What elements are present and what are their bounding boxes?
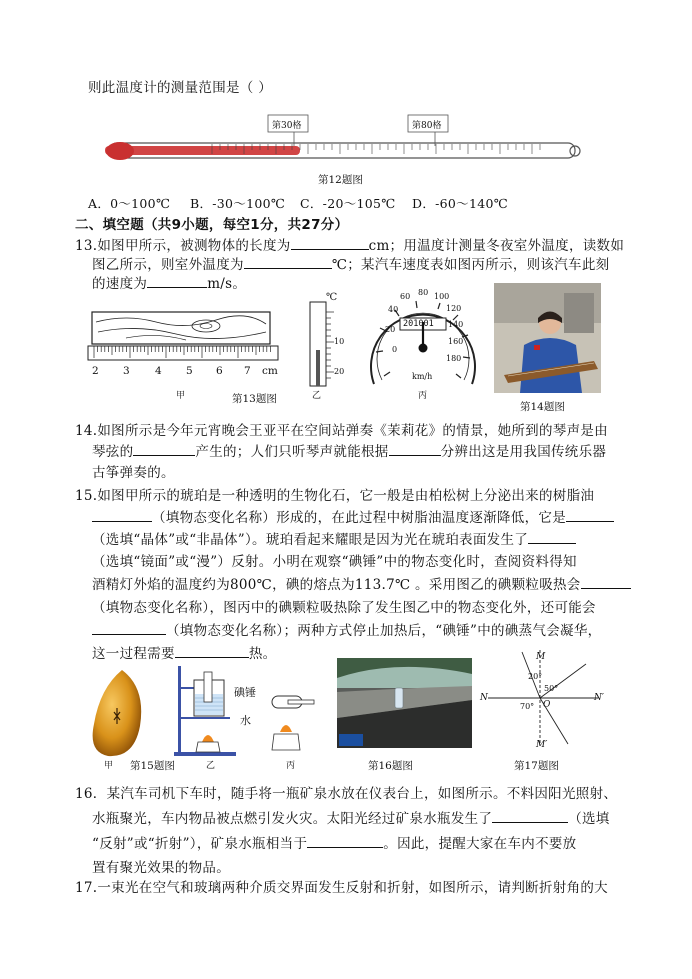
q14-line-3: 古筝弹奏的。	[92, 465, 175, 481]
q15-blank-3[interactable]	[528, 529, 576, 544]
q16-blank-2[interactable]	[307, 833, 383, 848]
q12-stem-tail: 则此温度计的测量范围是（ ）	[88, 80, 272, 96]
ruler-tick-4: 4	[155, 365, 162, 377]
q15-blank-5[interactable]	[92, 620, 166, 635]
thermo-unit-celsius: ℃	[326, 292, 338, 303]
ruler-tick-5: 5	[186, 365, 193, 377]
q13-thermometer-figure	[302, 296, 350, 398]
q15-beaker-apparatus-figure	[168, 662, 248, 758]
q17-label-N: N	[480, 693, 488, 703]
ruler-tick-7: 7	[244, 365, 251, 377]
q12-option-a: A．0～100℃	[88, 196, 171, 211]
q15-blank-4[interactable]	[581, 574, 631, 589]
q16-line-1: 16．某汽车司机下车时，随手将一瓶矿泉水放在仪表台上，如图所示。不料因阳光照射、	[75, 786, 618, 802]
q13-blank-length[interactable]	[291, 235, 369, 250]
q15-line-6: （填物态变化名称），图丙中的碘颗粒吸热除了发生图乙中的物态变化外，还可能会	[92, 600, 596, 616]
q17-angle-70: 70°	[520, 702, 535, 711]
speedo-odometer: 201001	[403, 319, 434, 329]
q15-blank-6[interactable]	[175, 643, 249, 658]
q17-figure-caption: 第17题图	[514, 760, 559, 772]
ruler-unit-cm: cm	[262, 365, 278, 377]
q15-label-bing: 丙	[286, 761, 296, 771]
q12-thermometer-figure	[100, 110, 590, 175]
ruler-tick-3: 3	[123, 365, 130, 377]
q15-figure-caption: 第15题图	[130, 760, 175, 772]
speedo-tick-160: 160	[448, 337, 464, 346]
q14-line-2: 琴弦的 产生的；人们只听琴声就能根据 分辨出这是用我国传统乐器	[92, 440, 606, 460]
q12-option-c: C．-20～105℃	[300, 196, 396, 211]
q13-speedometer-figure	[362, 290, 484, 398]
speedo-tick-80: 80	[418, 288, 429, 297]
label-30th-mark: 第30格	[272, 121, 302, 131]
q15-line-8: 这一过程需要 热。	[92, 642, 276, 662]
q15-line-3: （选填“晶体”或“非晶体”）。琥珀看起来耀眼是因为光在琥珀表面发生了	[92, 528, 576, 548]
q15-amber-figure	[86, 668, 148, 760]
section-title: 二、填空题（共9小题，每空1分，共27分）	[75, 217, 349, 233]
speedo-tick-140: 140	[448, 320, 464, 329]
q13-line-1: 13.如图甲所示，被测物体的长度为 cm；用温度计测量冬夜室外温度，读数如	[75, 234, 624, 254]
q15-label-jia: 甲	[104, 761, 114, 771]
thermo-tick-20: 20	[334, 367, 345, 376]
q13-line-3: 的速度为 m/s。	[92, 272, 246, 292]
q16-blank-1[interactable]	[492, 808, 568, 823]
q17-label-M: M	[536, 652, 546, 662]
q17-label-N-prime: N′	[594, 693, 604, 703]
q16-car-interior-photo	[337, 658, 472, 748]
q17-angle-50: 50°	[544, 684, 559, 693]
speedo-tick-40: 40	[388, 305, 399, 314]
q13-line-2: 图乙所示，则室外温度为 ℃；某汽车速度表如图丙所示，则该汽车此刻	[92, 253, 609, 273]
q15-label-water: 水	[240, 714, 251, 727]
q15-blank-2[interactable]	[566, 507, 614, 522]
q13-blank-temp[interactable]	[244, 254, 332, 269]
q15-line-5: 酒精灯外焰的温度约为800℃，碘的熔点为113.7℃ 。采用图乙的碘颗粒吸热会	[92, 573, 631, 593]
q15-line-7: （填物态变化名称）；两种方式停止加热后，“碘锤”中的碘蒸气会凝华，	[92, 619, 601, 639]
q17-label-M-prime: M′	[536, 740, 548, 750]
q14-astronaut-photo	[494, 283, 601, 393]
q16-line-3: “反射”或“折射”），矿泉水瓶相当于 。因此，提醒大家在车内不要放	[92, 832, 576, 852]
q12-option-b: B．-30～100℃	[190, 196, 286, 211]
q15-iodine-hammer-figure	[262, 684, 322, 756]
q15-line-1: 15.如图甲所示的琥珀是一种透明的生物化石，它一般是由柏松树上分泌出来的树脂油	[75, 488, 595, 504]
q12-option-d: D．-60～140℃	[412, 196, 508, 211]
q15-line-2: （填物态变化名称）形成的，在此过程中树脂油温度逐渐降低，它是	[92, 506, 614, 526]
q13-blank-speed[interactable]	[147, 273, 207, 288]
speedo-unit: km/h	[412, 372, 433, 381]
q12-figure-caption: 第12题图	[318, 174, 363, 186]
speedo-tick-120: 120	[446, 304, 462, 313]
q15-label-iodine-hammer: 碘锤	[234, 686, 256, 699]
label-jia: 甲	[176, 391, 186, 401]
q14-figure-caption: 第14题图	[520, 401, 565, 413]
q15-blank-1[interactable]	[92, 507, 152, 522]
q13-figure-caption: 第13题图	[232, 393, 277, 405]
q16-line-4: 置有聚光效果的物品。	[92, 860, 230, 876]
thermo-tick-10: 10	[334, 337, 345, 346]
ruler-tick-2: 2	[92, 365, 99, 377]
ruler-tick-6: 6	[216, 365, 223, 377]
q14-line-1: 14.如图所示是今年元宵晚会王亚平在空间站弹奏《茉莉花》的情景，她所到的琴声是由	[75, 423, 608, 439]
q16-figure-caption: 第16题图	[368, 760, 413, 772]
q17-angle-20: 20°	[528, 672, 543, 681]
q13-ruler-figure	[86, 308, 281, 393]
q17-line-1: 17.一束光在空气和玻璃两种介质交界面发生反射和折射，如图所示，请判断折射角的大	[75, 880, 608, 896]
label-yi: 乙	[312, 391, 322, 401]
label-80th-mark: 第80格	[412, 121, 442, 131]
q17-label-O: O	[543, 700, 551, 710]
label-bing: 丙	[418, 391, 428, 401]
speedo-tick-0: 0	[392, 345, 398, 354]
speedo-tick-180: 180	[446, 354, 462, 363]
q15-label-yi: 乙	[206, 761, 216, 771]
speedo-tick-20: 20	[385, 325, 396, 334]
speedo-tick-60: 60	[400, 292, 411, 301]
q15-line-4: （选填“镜面”或“漫”）反射。小明在观察“碘锤”中的物态变化时，查阅资料得知	[92, 554, 577, 570]
speedo-tick-100: 100	[434, 292, 450, 301]
q14-blank-source[interactable]	[133, 441, 195, 456]
q16-line-2: 水瓶聚光，车内物品被点燃引发火灾。太阳光经过矿泉水瓶发生了 （选填	[92, 807, 610, 827]
q14-blank-timbre[interactable]	[389, 441, 441, 456]
